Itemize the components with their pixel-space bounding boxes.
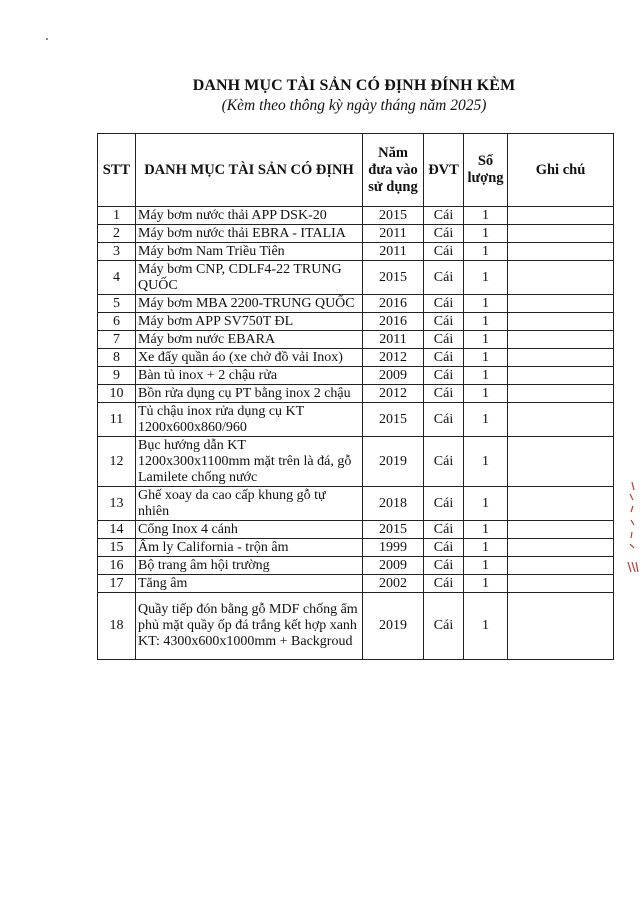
cell-stt: 5	[98, 295, 136, 313]
cell-unit: Cái	[424, 521, 464, 539]
cell-unit: Cái	[424, 385, 464, 403]
cell-year: 2009	[363, 367, 424, 385]
table-row	[98, 539, 614, 557]
cell-asset-name: Ghế xoay da cao cấp khung gỗ tự nhiên	[136, 487, 363, 521]
cell-note	[508, 539, 614, 557]
cell-year: 2015	[363, 207, 424, 225]
cell-year: 2018	[363, 487, 424, 521]
cell-asset-name: Tăng âm	[136, 575, 363, 593]
cell-note	[508, 437, 614, 487]
header-year: Năm đưa vào sử dụng	[363, 134, 424, 207]
table-row	[98, 243, 614, 261]
cell-note	[508, 207, 614, 225]
table-row	[98, 261, 614, 295]
cell-unit: Cái	[424, 331, 464, 349]
cell-stt: 10	[98, 385, 136, 403]
table-row	[98, 313, 614, 331]
cell-stt: 13	[98, 487, 136, 521]
cell-unit: Cái	[424, 313, 464, 331]
cell-asset-name: Máy bơm Nam Triều Tiên	[136, 243, 363, 261]
cell-quantity: 1	[464, 557, 508, 575]
cell-stt: 7	[98, 331, 136, 349]
cell-unit: Cái	[424, 539, 464, 557]
cell-asset-name: Âm ly California - trộn âm	[136, 539, 363, 557]
cell-quantity: 1	[464, 593, 508, 660]
cell-stt: 17	[98, 575, 136, 593]
cell-note	[508, 225, 614, 243]
header-asset-name: DANH MỤC TÀI SẢN CÓ ĐỊNH	[136, 134, 363, 207]
cell-year: 2012	[363, 349, 424, 367]
cell-quantity: 1	[464, 521, 508, 539]
cell-quantity: 1	[464, 225, 508, 243]
cell-stt: 18	[98, 593, 136, 660]
cell-note	[508, 313, 614, 331]
header-unit: ĐVT	[424, 134, 464, 207]
cell-unit: Cái	[424, 225, 464, 243]
cell-year: 2012	[363, 385, 424, 403]
cell-quantity: 1	[464, 367, 508, 385]
cell-unit: Cái	[424, 403, 464, 437]
cell-stt: 2	[98, 225, 136, 243]
cell-year: 2009	[363, 557, 424, 575]
cell-unit: Cái	[424, 295, 464, 313]
cell-year: 2015	[363, 261, 424, 295]
cell-note	[508, 243, 614, 261]
cell-unit: Cái	[424, 437, 464, 487]
document-subtitle: (Kèm theo thông kỳ ngày tháng năm 2025)	[221, 97, 487, 114]
cell-year: 2019	[363, 437, 424, 487]
stamp-edge-marks	[624, 478, 640, 588]
cell-quantity: 1	[464, 261, 508, 295]
table-header-row	[98, 134, 614, 207]
cell-stt: 16	[98, 557, 136, 575]
cell-asset-name: Máy bơm nước thải EBRA - ITALIA	[136, 225, 363, 243]
document-title: DANH MỤC TÀI SẢN CÓ ĐỊNH ĐÍNH KÈM	[192, 77, 516, 94]
cell-asset-name: Bục hướng dẫn KT 1200x300x1100mm mặt trên là đá, gỗ Lamilete chống nước	[136, 437, 363, 487]
table-row	[98, 349, 614, 367]
table-row	[98, 437, 614, 487]
cell-asset-name: Bàn tủ inox + 2 chậu rửa	[136, 367, 363, 385]
cell-stt: 4	[98, 261, 136, 295]
cell-unit: Cái	[424, 349, 464, 367]
cell-quantity: 1	[464, 575, 508, 593]
cell-note	[508, 575, 614, 593]
cell-unit: Cái	[424, 207, 464, 225]
table-row	[98, 207, 614, 225]
cell-asset-name: Bồn rửa dụng cụ PT bằng inox 2 chậu	[136, 385, 363, 403]
cell-asset-name: Máy bơm MBA 2200-TRUNG QUỐC	[136, 295, 363, 313]
cell-stt: 15	[98, 539, 136, 557]
cell-note	[508, 349, 614, 367]
cell-quantity: 1	[464, 295, 508, 313]
cell-stt: 11	[98, 403, 136, 437]
cell-stt: 14	[98, 521, 136, 539]
cell-asset-name: Quầy tiếp đón bằng gỗ MDF chống ẩm phủ mặt quầy ốp đá trắng kết hợp xanh KT: 4300x600x1000mm + Backgroud	[136, 593, 363, 660]
cell-unit: Cái	[424, 243, 464, 261]
cell-quantity: 1	[464, 437, 508, 487]
cell-year: 2011	[363, 225, 424, 243]
cell-asset-name: Máy bơm nước thải APP DSK-20	[136, 207, 363, 225]
cell-quantity: 1	[464, 243, 508, 261]
cell-stt: 6	[98, 313, 136, 331]
cell-stt: 9	[98, 367, 136, 385]
cell-quantity: 1	[464, 385, 508, 403]
cell-year: 2016	[363, 295, 424, 313]
scan-speck	[46, 38, 48, 40]
cell-note	[508, 403, 614, 437]
cell-note	[508, 261, 614, 295]
cell-quantity: 1	[464, 539, 508, 557]
cell-asset-name: Bộ trang âm hội trường	[136, 557, 363, 575]
cell-unit: Cái	[424, 575, 464, 593]
cell-unit: Cái	[424, 261, 464, 295]
table-row	[98, 225, 614, 243]
table-row	[98, 385, 614, 403]
table-row	[98, 521, 614, 539]
cell-unit: Cái	[424, 557, 464, 575]
cell-year: 2002	[363, 575, 424, 593]
table-row	[98, 367, 614, 385]
table-row	[98, 575, 614, 593]
table-row	[98, 331, 614, 349]
cell-unit: Cái	[424, 487, 464, 521]
cell-asset-name: Máy bơm nước EBARA	[136, 331, 363, 349]
cell-year: 2015	[363, 521, 424, 539]
cell-quantity: 1	[464, 487, 508, 521]
cell-year: 2016	[363, 313, 424, 331]
table-row	[98, 295, 614, 313]
header-note: Ghi chú	[508, 134, 614, 207]
cell-stt: 1	[98, 207, 136, 225]
cell-unit: Cái	[424, 593, 464, 660]
table-row	[98, 403, 614, 437]
cell-stt: 8	[98, 349, 136, 367]
cell-note	[508, 593, 614, 660]
cell-note	[508, 367, 614, 385]
cell-year: 2019	[363, 593, 424, 660]
cell-asset-name: Xe đẩy quần áo (xe chở đồ vải Inox)	[136, 349, 363, 367]
cell-note	[508, 295, 614, 313]
cell-year: 2011	[363, 243, 424, 261]
cell-unit: Cái	[424, 367, 464, 385]
table-row	[98, 593, 614, 660]
cell-quantity: 1	[464, 207, 508, 225]
cell-note	[508, 487, 614, 521]
asset-table	[97, 133, 614, 660]
cell-quantity: 1	[464, 349, 508, 367]
header-stt: STT	[98, 134, 136, 207]
cell-year: 2015	[363, 403, 424, 437]
cell-note	[508, 385, 614, 403]
cell-year: 2011	[363, 331, 424, 349]
cell-year: 1999	[363, 539, 424, 557]
cell-note	[508, 557, 614, 575]
cell-stt: 3	[98, 243, 136, 261]
table-row	[98, 557, 614, 575]
cell-stt: 12	[98, 437, 136, 487]
cell-note	[508, 521, 614, 539]
cell-asset-name: Máy bơm APP SV750T ĐL	[136, 313, 363, 331]
cell-quantity: 1	[464, 403, 508, 437]
cell-quantity: 1	[464, 331, 508, 349]
cell-asset-name: Máy bơm CNP, CDLF4-22 TRUNG QUỐC	[136, 261, 363, 295]
cell-note	[508, 331, 614, 349]
cell-asset-name: Cổng Inox 4 cánh	[136, 521, 363, 539]
header-quantity: Số lượng	[464, 134, 508, 207]
table-row	[98, 487, 614, 521]
cell-quantity: 1	[464, 313, 508, 331]
cell-asset-name: Tủ chậu inox rửa dụng cụ KT 1200x600x860/960	[136, 403, 363, 437]
